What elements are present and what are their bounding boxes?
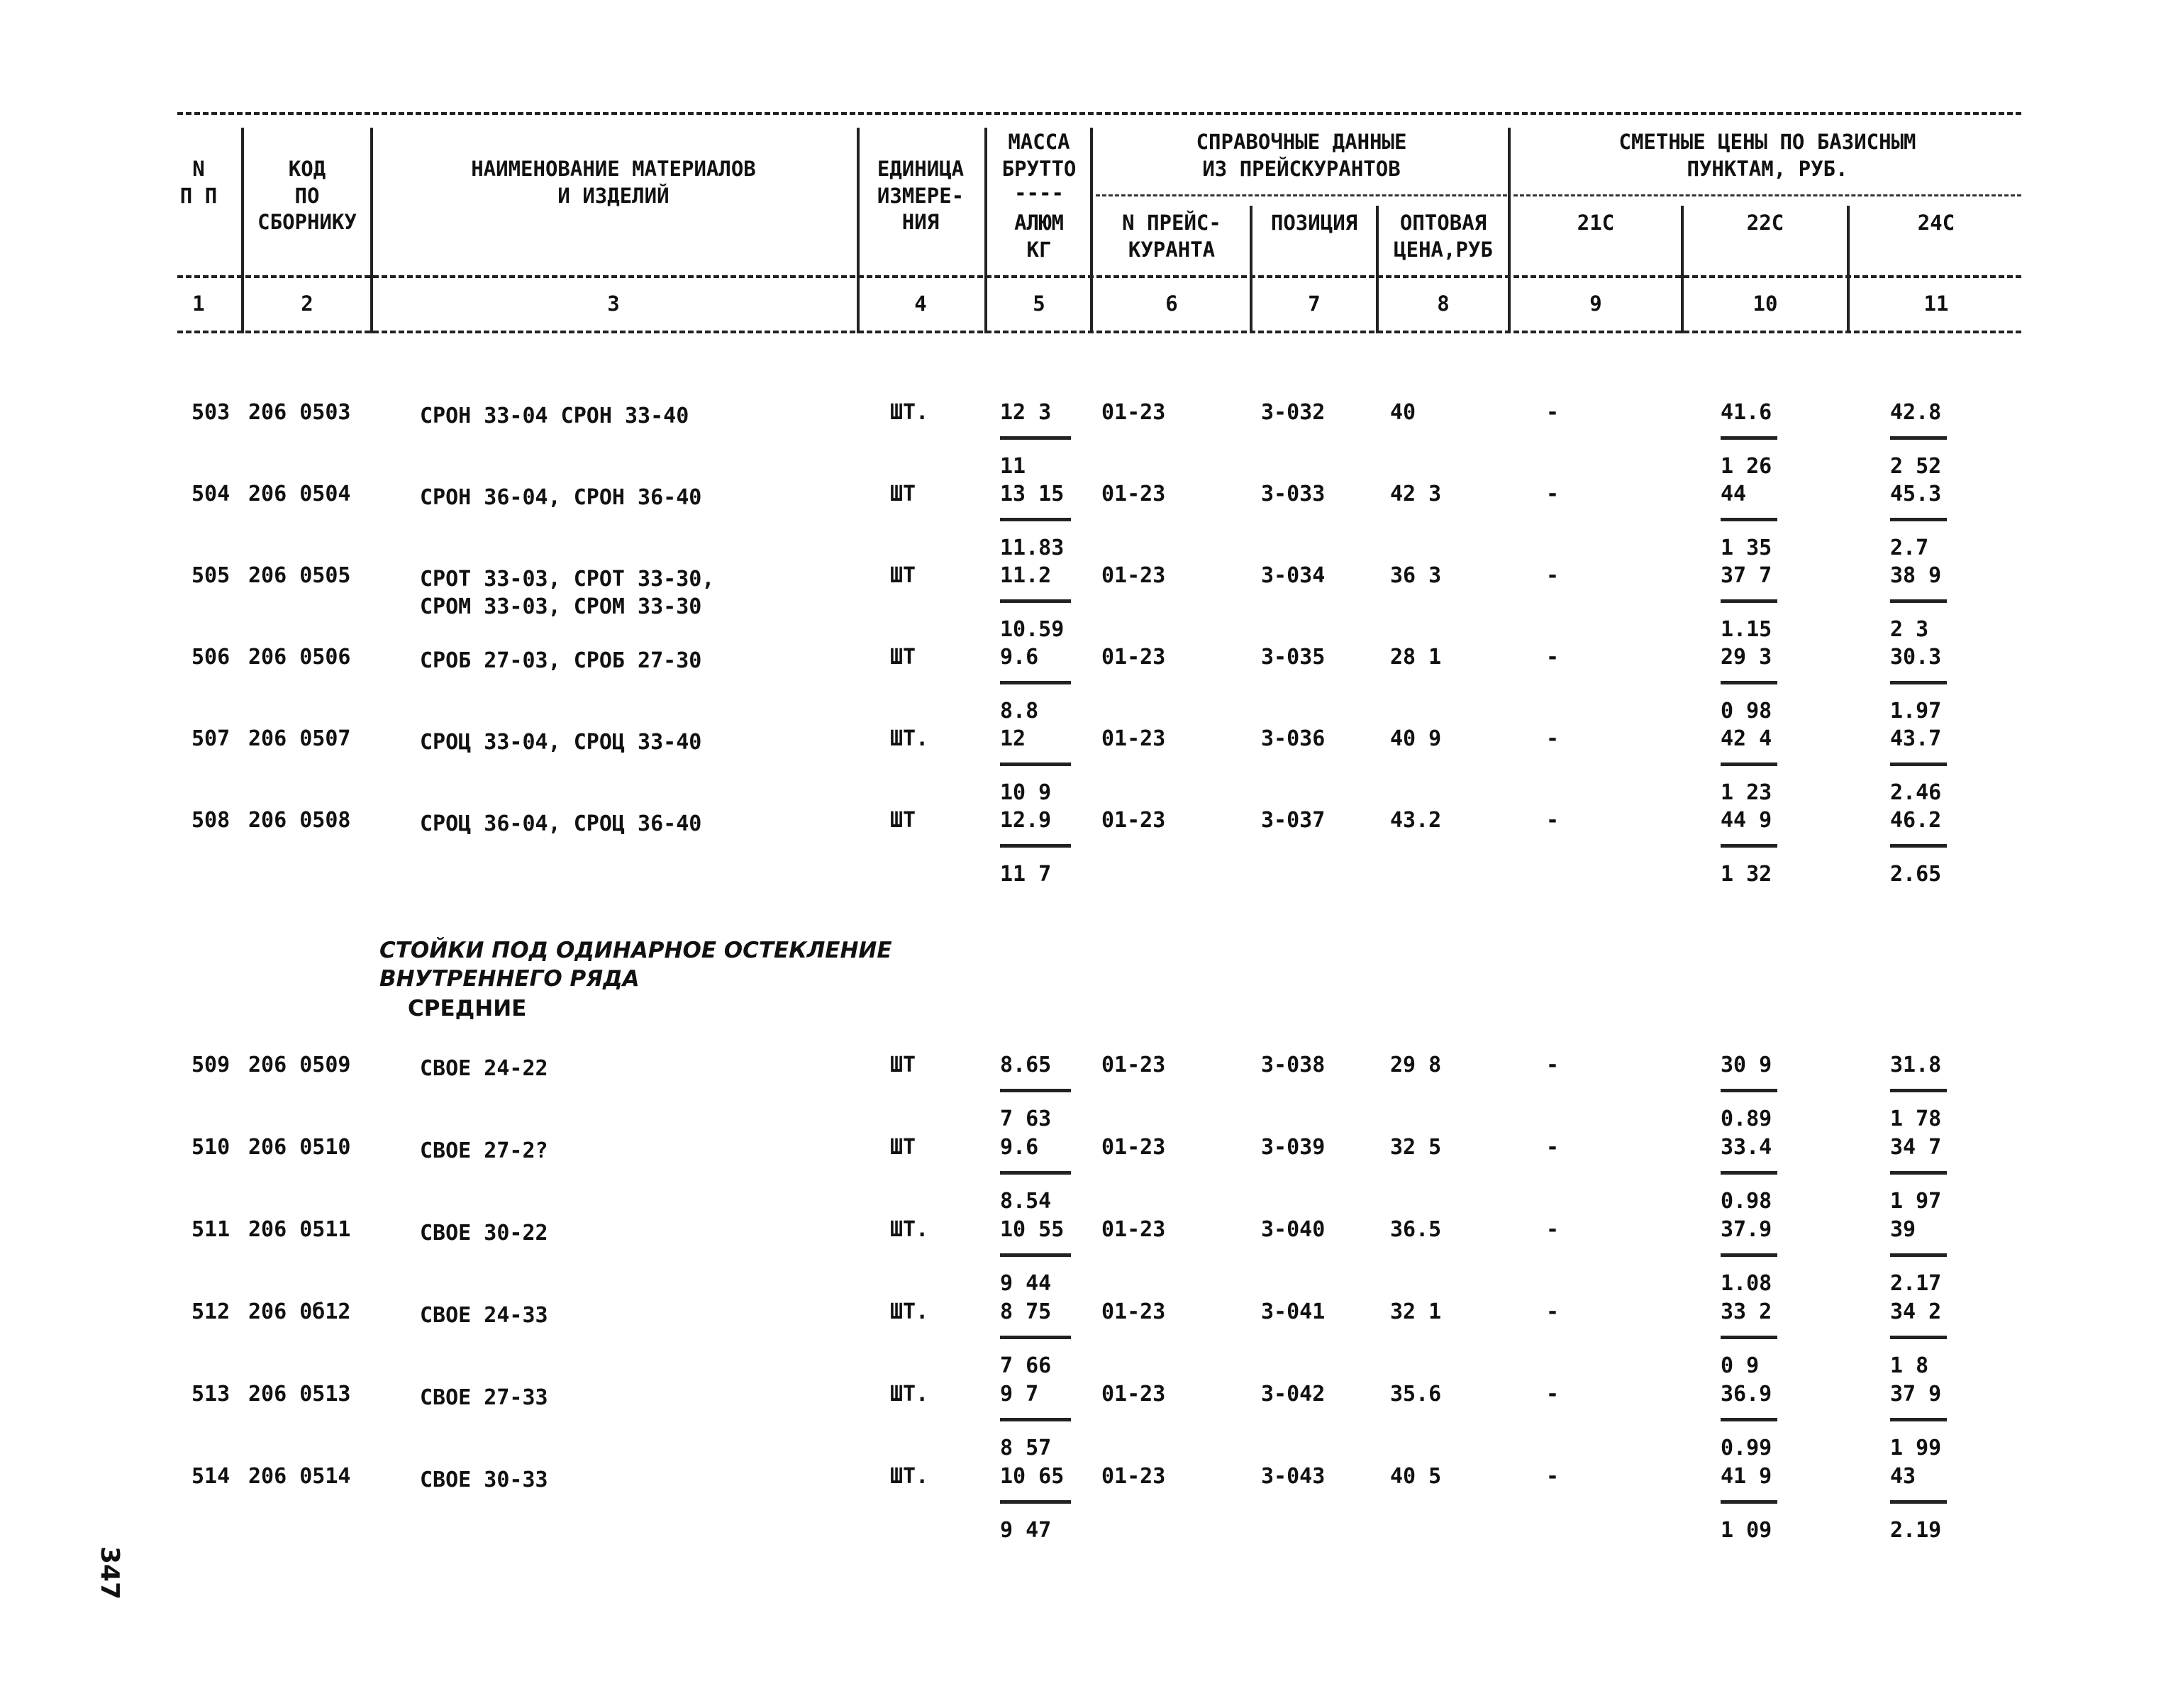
- cell-c21: -: [1546, 1053, 1560, 1077]
- cell-c22: 33.4: [1721, 1135, 1772, 1160]
- cell-code: 206 0511: [248, 1217, 351, 1242]
- cell-name: СРОЦ 33-04, СРОЦ 33-40: [420, 730, 702, 755]
- cell-mass: 12: [1000, 726, 1026, 751]
- cell-c22b: 1 26: [1721, 454, 1772, 479]
- fraction-line: [1721, 1418, 1777, 1421]
- cell-c22: 30 9: [1721, 1053, 1772, 1077]
- cell-c22: 44 9: [1721, 808, 1772, 833]
- cell-num: 514: [191, 1464, 230, 1489]
- cell-code: 206 0505: [248, 563, 351, 588]
- fraction-line: [1721, 518, 1777, 521]
- cell-list: 01-23: [1101, 726, 1166, 751]
- header-col-11: 24С: [1917, 211, 1955, 235]
- cell-num: 511: [191, 1217, 230, 1242]
- fraction-line: [1000, 1253, 1071, 1257]
- cell-list: 01-23: [1101, 400, 1166, 425]
- cell-num: 513: [191, 1382, 230, 1407]
- cell-c21: -: [1546, 1135, 1560, 1160]
- fraction-line: [1721, 599, 1777, 603]
- cell-c21: -: [1546, 726, 1560, 751]
- cell-mass2: 10 9: [1000, 780, 1052, 805]
- cell-pos: 3-032: [1261, 400, 1326, 425]
- cell-c24b: 1 99: [1890, 1436, 1942, 1460]
- header-col-1: N П П: [179, 157, 218, 208]
- header-col-10: 22С: [1746, 211, 1784, 235]
- cell-c22b: 0 9: [1721, 1353, 1760, 1378]
- fraction-line: [1890, 1253, 1947, 1257]
- cell-name: СВОЕ 30-33: [420, 1468, 548, 1492]
- fraction-line: [1890, 1500, 1947, 1504]
- cell-name: СРОН 33-04 СРОН 33-40: [420, 404, 689, 428]
- cell-c22: 33 2: [1721, 1299, 1772, 1324]
- cell-c22: 37.9: [1721, 1217, 1772, 1242]
- fraction-line: [1721, 681, 1777, 684]
- cell-c22b: 1 23: [1721, 780, 1772, 805]
- cell-c24: 43.7: [1890, 726, 1942, 751]
- cell-c24b: 2 3: [1890, 617, 1929, 642]
- cell-num: 512: [191, 1299, 230, 1324]
- cell-price: 40 9: [1390, 726, 1442, 751]
- cell-price: 43.2: [1390, 808, 1442, 833]
- cell-num: 507: [191, 726, 230, 751]
- header-top-rule: [177, 112, 2021, 115]
- column-number: 3: [607, 292, 620, 316]
- cell-unit: ШТ.: [890, 1464, 929, 1489]
- cell-code: 206 0507: [248, 726, 351, 751]
- cell-unit: ШТ.: [890, 1382, 929, 1407]
- column-number: 8: [1437, 292, 1450, 316]
- cell-price: 40: [1390, 400, 1416, 425]
- cell-mass: 9 7: [1000, 1382, 1039, 1407]
- cell-c24: 34 2: [1890, 1299, 1942, 1324]
- cell-c24b: 2.46: [1890, 780, 1942, 805]
- fraction-line: [1721, 1089, 1777, 1092]
- fraction-line: [1721, 436, 1777, 440]
- cell-c24: 45.3: [1890, 482, 1942, 506]
- cell-mass: 12 3: [1000, 400, 1052, 425]
- cell-list: 01-23: [1101, 1382, 1166, 1407]
- cell-c22b: 0.98: [1721, 1189, 1772, 1214]
- header-col-3: НАИМЕНОВАНИЕ МАТЕРИАЛОВ И ИЗДЕЛИЙ: [471, 157, 756, 208]
- cell-list: 01-23: [1101, 645, 1166, 670]
- fraction-line: [1721, 1171, 1777, 1175]
- cell-name: СРОЦ 36-04, СРОЦ 36-40: [420, 811, 702, 836]
- fraction-line: [1890, 599, 1947, 603]
- col-separator: [1090, 128, 1093, 333]
- cell-c21: -: [1546, 1382, 1560, 1407]
- cell-pos: 3-039: [1261, 1135, 1326, 1160]
- header-mid-rule: [177, 275, 2021, 278]
- cell-pos: 3-040: [1261, 1217, 1326, 1242]
- fraction-line: [1890, 1336, 1947, 1339]
- cell-mass: 10 65: [1000, 1464, 1065, 1489]
- fraction-line: [1890, 1089, 1947, 1092]
- cell-pos: 3-037: [1261, 808, 1326, 833]
- cell-code: 206 0504: [248, 482, 351, 506]
- cell-c24b: 1 8: [1890, 1353, 1929, 1378]
- fraction-line: [1890, 762, 1947, 766]
- cell-pos: 3-033: [1261, 482, 1326, 506]
- fraction-line: [1000, 518, 1071, 521]
- col-separator: [370, 128, 373, 333]
- cell-price: 32 1: [1390, 1299, 1442, 1324]
- column-number: 4: [914, 292, 927, 316]
- cell-name: СВОЕ 24-22: [420, 1056, 548, 1081]
- header-col-6: N ПРЕЙС- КУРАНТА: [1122, 211, 1221, 262]
- fraction-line: [1000, 1171, 1071, 1175]
- fraction-line: [1000, 762, 1071, 766]
- fraction-line: [1890, 436, 1947, 440]
- cell-unit: ШТ: [890, 645, 916, 670]
- page-number: 347: [95, 1546, 124, 1600]
- col-separator: [1681, 206, 1684, 333]
- cell-mass2: 8.8: [1000, 699, 1039, 723]
- cell-mass: 13 15: [1000, 482, 1065, 506]
- header-sub-rule: [1096, 194, 1507, 196]
- cell-c21: -: [1546, 1217, 1560, 1242]
- cell-c24b: 1 97: [1890, 1189, 1942, 1214]
- cell-pos: 3-034: [1261, 563, 1326, 588]
- cell-list: 01-23: [1101, 563, 1166, 588]
- cell-pos: 3-038: [1261, 1053, 1326, 1077]
- fraction-line: [1000, 1418, 1071, 1421]
- col-separator: [241, 128, 244, 333]
- cell-c22: 29 3: [1721, 645, 1772, 670]
- header-price-group: СМЕТНЫЕ ЦЕНЫ ПО БАЗИСНЫМ ПУНКТАМ, РУБ.: [1618, 130, 1916, 181]
- header-col-5-bottom: АЛЮМ КГ: [1014, 211, 1064, 262]
- cell-list: 01-23: [1101, 1217, 1166, 1242]
- cell-price: 35.6: [1390, 1382, 1442, 1407]
- cell-list: 01-23: [1101, 1464, 1166, 1489]
- cell-price: 29 8: [1390, 1053, 1442, 1077]
- cell-code: 206 0514: [248, 1464, 351, 1489]
- cell-name: СРОТ 33-03, СРОТ 33-30, СРОМ 33-03, СРОМ 33-30: [420, 567, 715, 619]
- column-number: 9: [1589, 292, 1602, 316]
- cell-c24b: 2.7: [1890, 536, 1929, 560]
- cell-mass2: 7 63: [1000, 1107, 1052, 1131]
- cell-name: СРОН 36-04, СРОН 36-40: [420, 485, 702, 510]
- cell-c21: -: [1546, 400, 1560, 425]
- col-separator: [1847, 206, 1850, 333]
- col-separator: [1250, 206, 1252, 333]
- header-col-2: КОД ПО СБОРНИКУ: [257, 157, 357, 235]
- cell-c22: 37 7: [1721, 563, 1772, 588]
- cell-code: 206 0509: [248, 1053, 351, 1077]
- cell-c22b: 1 35: [1721, 536, 1772, 560]
- cell-c22b: 1 09: [1721, 1518, 1772, 1543]
- cell-num: 508: [191, 808, 230, 833]
- column-number: 10: [1752, 292, 1778, 316]
- cell-c22: 41.6: [1721, 400, 1772, 425]
- fraction-line: [1721, 1336, 1777, 1339]
- column-number: 11: [1923, 292, 1949, 316]
- fraction-line: [1890, 1418, 1947, 1421]
- cell-price: 36 3: [1390, 563, 1442, 588]
- cell-code: 206 0506: [248, 645, 351, 670]
- column-number: 1: [192, 292, 205, 316]
- fraction-line: [1721, 1253, 1777, 1257]
- cell-unit: ШТ.: [890, 1299, 929, 1324]
- column-number: 5: [1033, 292, 1045, 316]
- cell-mass2: 10.59: [1000, 617, 1065, 642]
- fraction-line: [1890, 1171, 1947, 1175]
- cell-c24: 31.8: [1890, 1053, 1942, 1077]
- cell-unit: ШТ.: [890, 726, 929, 751]
- column-number: 6: [1165, 292, 1178, 316]
- fraction-line: [1000, 681, 1071, 684]
- header-col-8: ОПТОВАЯ ЦЕНА,РУБ: [1394, 211, 1493, 262]
- cell-c22b: 0.89: [1721, 1107, 1772, 1131]
- cell-code: 206 0б12: [248, 1299, 351, 1324]
- fraction-line: [1721, 1500, 1777, 1504]
- fraction-line: [1890, 844, 1947, 848]
- cell-num: 505: [191, 563, 230, 588]
- cell-mass2: 8.54: [1000, 1189, 1052, 1214]
- cell-mass2: 7 66: [1000, 1353, 1052, 1378]
- cell-list: 01-23: [1101, 1135, 1166, 1160]
- cell-c22: 41 9: [1721, 1464, 1772, 1489]
- col-separator: [1376, 206, 1379, 333]
- cell-num: 506: [191, 645, 230, 670]
- fraction-line: [1000, 1336, 1071, 1339]
- cell-pos: 3-041: [1261, 1299, 1326, 1324]
- cell-num: 509: [191, 1053, 230, 1077]
- cell-price: 42 3: [1390, 482, 1442, 506]
- cell-c24: 34 7: [1890, 1135, 1942, 1160]
- cell-c22b: 1 32: [1721, 862, 1772, 887]
- cell-c24b: 1 78: [1890, 1107, 1942, 1131]
- header-col-4: ЕДИНИЦА ИЗМЕРЕ- НИЯ: [877, 157, 965, 235]
- cell-list: 01-23: [1101, 1053, 1166, 1077]
- cell-pos: 3-043: [1261, 1464, 1326, 1489]
- cell-price: 36.5: [1390, 1217, 1442, 1242]
- cell-c21: -: [1546, 482, 1560, 506]
- fraction-line: [1890, 681, 1947, 684]
- header-reference-group: СПРАВОЧНЫЕ ДАННЫЕ ИЗ ПРЕЙСКУРАНТОВ: [1196, 130, 1407, 181]
- cell-pos: 3-042: [1261, 1382, 1326, 1407]
- cell-unit: ШТ: [890, 482, 916, 506]
- cell-mass: 11.2: [1000, 563, 1052, 588]
- cell-mass2: 11: [1000, 454, 1026, 479]
- section-title: СТОЙКИ ПОД ОДИНАРНОЕ ОСТЕКЛЕНИЕ ВНУТРЕННЕГО РЯДА: [379, 938, 892, 992]
- column-number: 2: [301, 292, 313, 316]
- fraction-line: [1000, 599, 1071, 603]
- cell-unit: ШТ.: [890, 400, 929, 425]
- cell-pos: 3-036: [1261, 726, 1326, 751]
- cell-code: 206 0513: [248, 1382, 351, 1407]
- cell-c24: 30.3: [1890, 645, 1942, 670]
- cell-c24b: 2 52: [1890, 454, 1942, 479]
- cell-c24b: 1.97: [1890, 699, 1942, 723]
- cell-price: 28 1: [1390, 645, 1442, 670]
- cell-c24b: 2.65: [1890, 862, 1942, 887]
- cell-c21: -: [1546, 645, 1560, 670]
- cell-name: СВОЕ 24-33: [420, 1303, 548, 1328]
- column-number: 7: [1308, 292, 1321, 316]
- cell-c24: 38 9: [1890, 563, 1942, 588]
- fraction-line: [1000, 436, 1071, 440]
- cell-mass: 8.65: [1000, 1053, 1052, 1077]
- cell-c22: 44: [1721, 482, 1747, 506]
- cell-list: 01-23: [1101, 808, 1166, 833]
- cell-num: 510: [191, 1135, 230, 1160]
- fraction-line: [1890, 518, 1947, 521]
- cell-name: СВОЕ 30-22: [420, 1221, 548, 1246]
- cell-c24: 39: [1890, 1217, 1916, 1242]
- cell-unit: ШТ: [890, 1135, 916, 1160]
- header-col-5-sep: ----: [1014, 181, 1064, 205]
- cell-c24: 37 9: [1890, 1382, 1942, 1407]
- col-separator: [1508, 128, 1511, 333]
- cell-c21: -: [1546, 563, 1560, 588]
- cell-price: 40 5: [1390, 1464, 1442, 1489]
- header-col-5-top: МАССА БРУТТО: [1001, 130, 1077, 181]
- cell-mass: 9.6: [1000, 645, 1039, 670]
- cell-list: 01-23: [1101, 1299, 1166, 1324]
- cell-name: СВОЕ 27-2?: [420, 1138, 548, 1163]
- header-col-7: ПОЗИЦИЯ: [1270, 211, 1358, 235]
- cell-c24: 43: [1890, 1464, 1916, 1489]
- cell-name: СРОБ 27-03, СРОБ 27-30: [420, 648, 702, 673]
- cell-c22b: 0.99: [1721, 1436, 1772, 1460]
- cell-unit: ШТ: [890, 563, 916, 588]
- cell-c22b: 0 98: [1721, 699, 1772, 723]
- cell-mass2: 9 44: [1000, 1271, 1052, 1296]
- fraction-line: [1000, 844, 1071, 848]
- header-bottom-rule: [177, 331, 2021, 333]
- section-subtitle: СРЕДНИЕ: [408, 996, 527, 1021]
- cell-num: 503: [191, 400, 230, 425]
- cell-unit: ШТ: [890, 1053, 916, 1077]
- cell-code: 206 0503: [248, 400, 351, 425]
- cell-mass: 9.6: [1000, 1135, 1039, 1160]
- cell-mass: 8 75: [1000, 1299, 1052, 1324]
- cell-code: 206 0510: [248, 1135, 351, 1160]
- cell-mass: 10 55: [1000, 1217, 1065, 1242]
- cell-c22: 36.9: [1721, 1382, 1772, 1407]
- fraction-line: [1000, 1089, 1071, 1092]
- fraction-line: [1721, 762, 1777, 766]
- cell-mass2: 9 47: [1000, 1518, 1052, 1543]
- header-sub-rule: [1513, 194, 2021, 196]
- cell-pos: 3-035: [1261, 645, 1326, 670]
- cell-mass2: 11 7: [1000, 862, 1052, 887]
- cell-c21: -: [1546, 1299, 1560, 1324]
- cell-list: 01-23: [1101, 482, 1166, 506]
- cell-c22: 42 4: [1721, 726, 1772, 751]
- cell-c21: -: [1546, 1464, 1560, 1489]
- cell-c24: 46.2: [1890, 808, 1942, 833]
- cell-c22b: 1.15: [1721, 617, 1772, 642]
- cell-unit: ШТ: [890, 808, 916, 833]
- col-separator: [984, 128, 987, 333]
- header-col-9: 21С: [1577, 211, 1615, 235]
- cell-num: 504: [191, 482, 230, 506]
- fraction-line: [1721, 844, 1777, 848]
- cell-mass2: 11.83: [1000, 536, 1065, 560]
- cell-c21: -: [1546, 808, 1560, 833]
- cell-c24: 42.8: [1890, 400, 1942, 425]
- cell-price: 32 5: [1390, 1135, 1442, 1160]
- cell-c22b: 1.08: [1721, 1271, 1772, 1296]
- cell-c24b: 2.17: [1890, 1271, 1942, 1296]
- cell-name: СВОЕ 27-33: [420, 1385, 548, 1410]
- cell-unit: ШТ.: [890, 1217, 929, 1242]
- cell-mass2: 8 57: [1000, 1436, 1052, 1460]
- cell-c24b: 2.19: [1890, 1518, 1942, 1543]
- cell-mass: 12.9: [1000, 808, 1052, 833]
- cell-code: 206 0508: [248, 808, 351, 833]
- fraction-line: [1000, 1500, 1071, 1504]
